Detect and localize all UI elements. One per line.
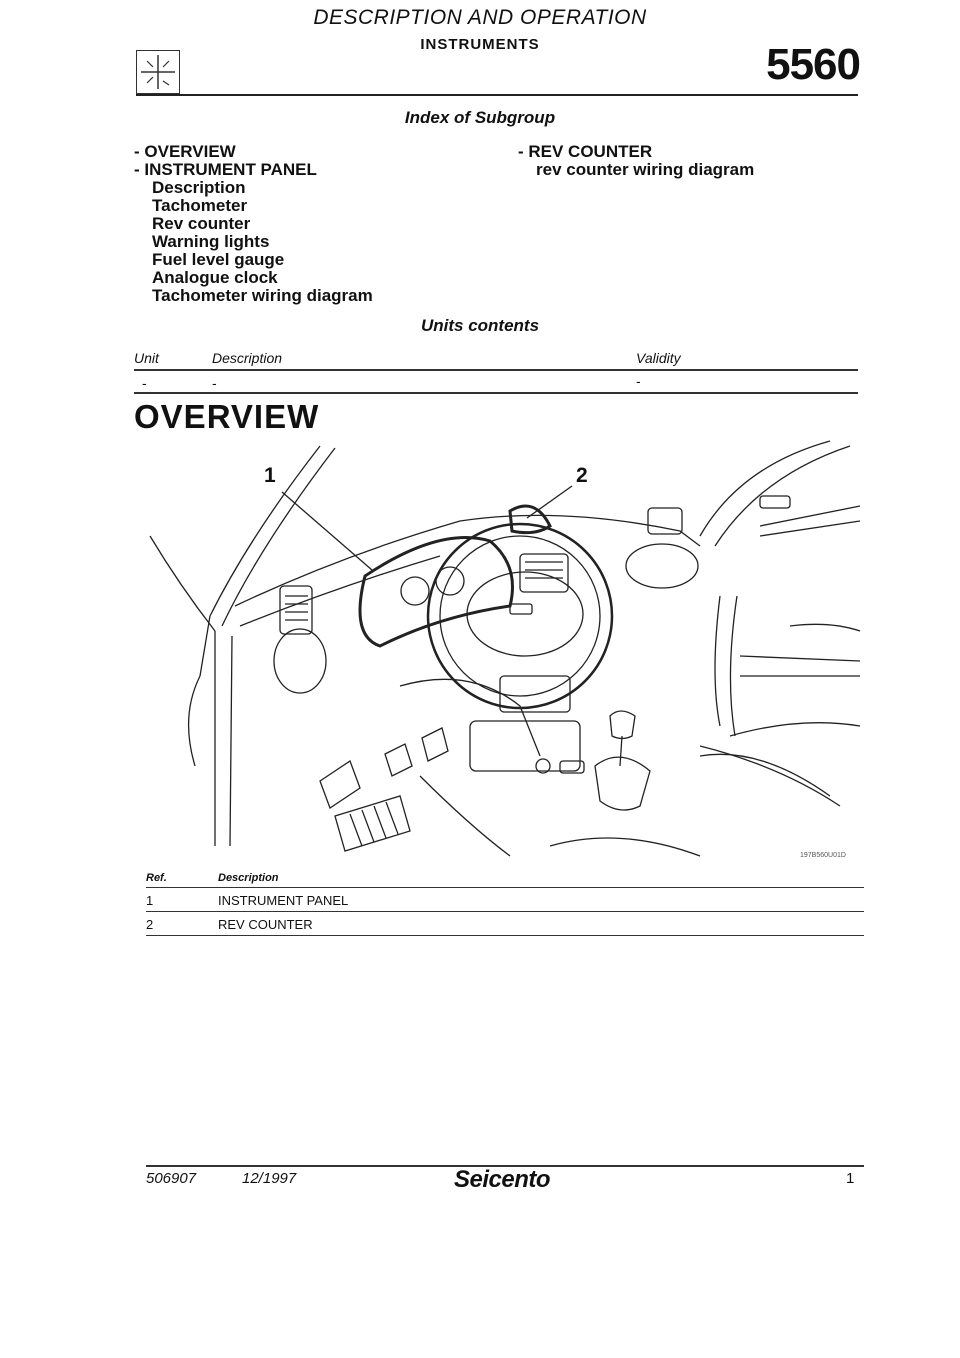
row-description: REV COUNTER	[218, 917, 313, 932]
reference-table	[146, 868, 864, 936]
page-title: DESCRIPTION AND OPERATION	[313, 6, 647, 29]
callout-2-label: 2	[576, 464, 588, 487]
index-subitem[interactable]: Warning lights	[152, 232, 270, 251]
units-col-unit: Unit	[134, 350, 159, 366]
section-code: 5560	[766, 40, 860, 89]
index-subitem[interactable]: Analogue clock	[152, 268, 278, 287]
brand-logo: Seicento	[454, 1166, 551, 1193]
row-description: INSTRUMENT PANEL	[218, 893, 349, 908]
index-subitem[interactable]: Tachometer wiring diagram	[152, 286, 373, 305]
units-col-description: Description	[212, 350, 283, 366]
overview-heading: OVERVIEW	[134, 398, 320, 435]
index-item-overview[interactable]: - OVERVIEW	[134, 142, 236, 161]
table-row	[146, 888, 864, 912]
document-number: 506907	[146, 1170, 197, 1187]
index-item-rev-counter[interactable]: - REV COUNTER	[518, 142, 653, 161]
callout-1-label: 1	[264, 464, 276, 487]
index-subitem[interactable]: rev counter wiring diagram	[536, 160, 755, 179]
table-header-row	[146, 868, 864, 888]
units-col-validity: Validity	[636, 350, 681, 366]
units-heading: Units contents	[420, 316, 540, 335]
document-date: 12/1997	[242, 1170, 297, 1187]
index-subitem[interactable]: Tachometer	[152, 196, 248, 215]
col-ref-header: Ref.	[146, 872, 167, 884]
col-description-header: Description	[218, 872, 279, 884]
row-ref: 1	[146, 893, 154, 908]
index-subitem[interactable]: Fuel level gauge	[152, 250, 285, 269]
units-row-description: -	[212, 375, 217, 391]
units-row-unit: -	[142, 375, 147, 391]
units-row-validity: -	[636, 373, 641, 389]
table-row	[146, 912, 864, 936]
page-number: 1	[846, 1170, 855, 1187]
index-item-instrument-panel[interactable]: - INSTRUMENT PANEL	[134, 160, 317, 179]
page-subtitle: INSTRUMENTS	[420, 36, 540, 53]
row-ref: 2	[146, 917, 154, 932]
index-subitem[interactable]: Rev counter	[152, 214, 251, 233]
index-subitem[interactable]: Description	[152, 178, 246, 197]
index-heading: Index of Subgroup	[404, 108, 556, 127]
figure-code: 197B560U01D	[800, 852, 846, 859]
